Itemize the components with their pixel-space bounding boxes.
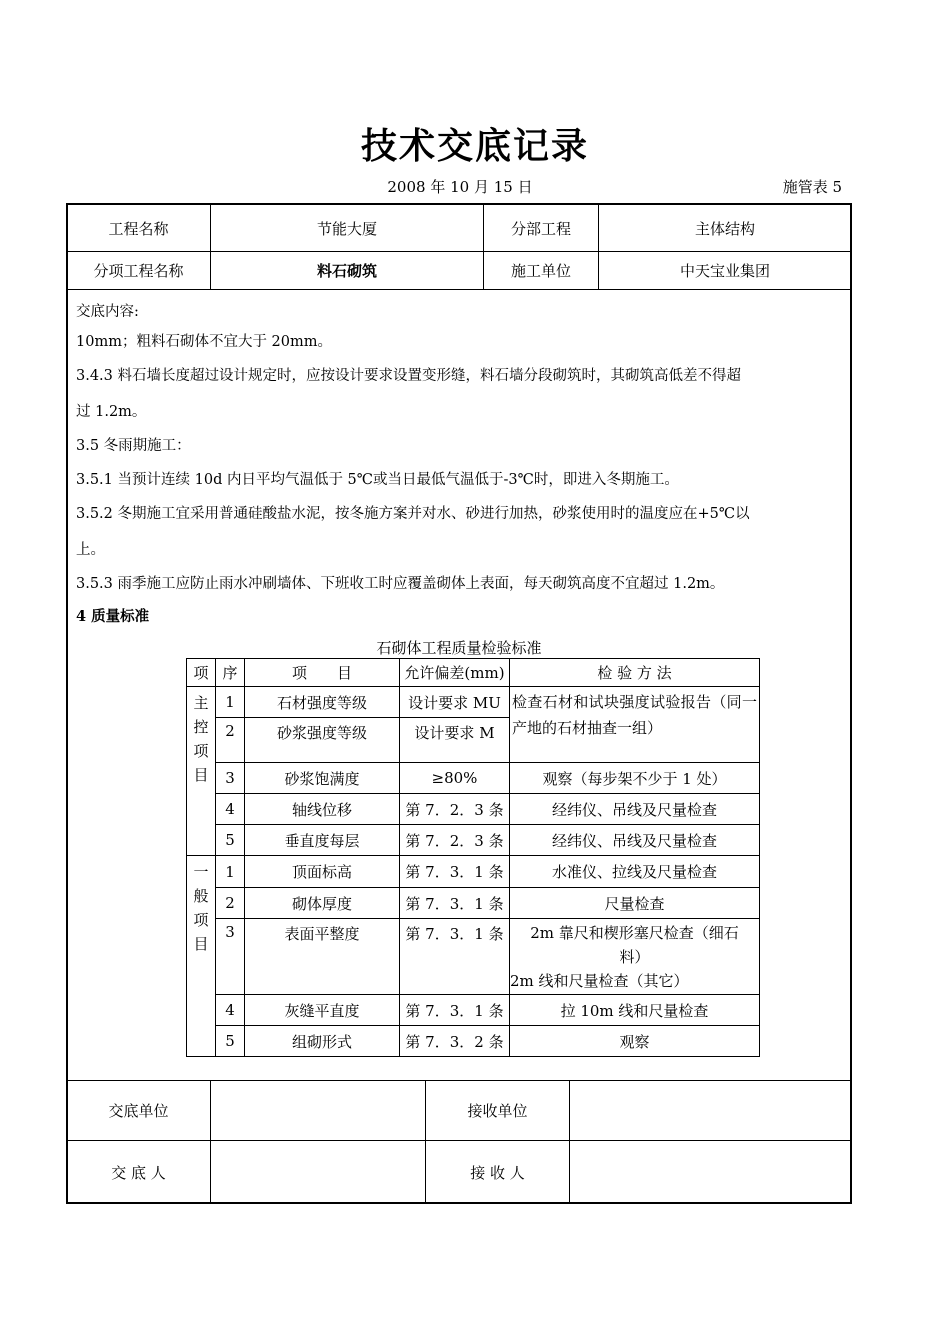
row-item: 砂浆强度等级 (245, 718, 400, 763)
row-seq: 3 (216, 763, 245, 794)
table-row (187, 995, 760, 1026)
receiver-unit-label: 接收单位 (467, 1102, 528, 1120)
row-method: 经纬仪、吊线及尺量检查 (510, 794, 760, 825)
record-date: 2008 年 10 月 15 日 (387, 178, 533, 196)
contractor-value: 中天宝业集团 (679, 262, 770, 280)
row-item: 石材强度等级 (245, 687, 400, 718)
row-deviation: 第 7．2．3 条 (400, 794, 510, 825)
row-method: 观察 (510, 1026, 760, 1057)
table-row (187, 794, 760, 825)
table-row (187, 888, 760, 919)
row-deviation: 设计要求 MU (400, 687, 510, 718)
content-line: 3.5.3 雨季施工应防止雨水冲刷墙体、下班收工时应覆盖砌体上表面，每天砌筑高度不宜超过 1.2m。 (76, 576, 725, 592)
row-seq: 1 (216, 856, 245, 888)
page-title: 技术交底记录 (360, 126, 589, 167)
table-row (187, 1026, 760, 1057)
header-category: 项 (187, 659, 216, 687)
row-item: 表面平整度 (245, 919, 400, 995)
row-seq: 5 (216, 1026, 245, 1057)
row-deviation: 设计要求 M (400, 718, 510, 763)
content-line: 3.4.3 料石墙长度超过设计规定时，应按设计要求设置变形缝，料石墙分段砌筑时，其砌筑高低差不得超 (76, 368, 741, 384)
header-item: 项 目 (245, 659, 400, 687)
row-deviation: 第 7．3．1 条 (400, 995, 510, 1026)
header-deviation: 允许偏差(mm) (400, 659, 510, 687)
project-name-label: 工程名称 (108, 219, 169, 238)
row-item: 砌体厚度 (245, 888, 400, 919)
row-seq: 3 (216, 919, 245, 995)
content-line: 3.5.2 冬期施工宜采用普通硅酸盐水泥，按冬施方案并对水、砂进行加热，砂浆使用时的温度应在+5℃以 (76, 506, 750, 522)
content-line: 过 1.2m。 (76, 404, 147, 420)
issuer-unit-label: 交底单位 (108, 1102, 169, 1120)
row-item: 顶面标高 (245, 856, 400, 888)
contractor-label: 施工单位 (510, 262, 571, 280)
row-seq: 5 (216, 825, 245, 856)
row-seq: 2 (216, 718, 245, 763)
row-method: 尺量检查 (510, 888, 760, 919)
content-line: 10mm；粗料石砌体不宜大于 20mm。 (76, 334, 333, 350)
row-method (510, 919, 760, 995)
row-method: 拉 10m 线和尺量检查 (510, 995, 760, 1026)
division-label: 分部工程 (510, 219, 571, 238)
section-heading: 4 质量标准 (76, 608, 150, 625)
subitem-value: 料石砌筑 (316, 262, 377, 280)
content-line: 上。 (76, 542, 105, 558)
project-name-value: 节能大厦 (316, 219, 377, 238)
receiver-unit-field[interactable] (570, 1081, 851, 1140)
row-seq: 1 (216, 687, 245, 718)
main-category-cell (187, 687, 216, 856)
row-deviation: 第 7．3．2 条 (400, 1026, 510, 1057)
row-method-line: 2m 线和尺量检查（其它） (510, 972, 689, 990)
general-category-label: 一般项目 (193, 863, 209, 953)
header-method: 检 验 方 法 (510, 659, 760, 687)
row-deviation: 第 7．3．1 条 (400, 856, 510, 888)
issuer-label: 交 底 人 (111, 1163, 166, 1182)
receiver-field[interactable] (570, 1141, 851, 1203)
table-header-row (187, 659, 760, 687)
subitem-label: 分项工程名称 (93, 262, 184, 280)
row-item: 轴线位移 (245, 794, 400, 825)
row-deviation: 第 7．2．3 条 (400, 825, 510, 856)
row-seq: 2 (216, 888, 245, 919)
content-line: 3.5 冬雨期施工： (76, 438, 191, 454)
row-method: 观察（每步架不少于 1 处） (510, 763, 760, 794)
row-method: 水准仪、拉线及尺量检查 (510, 856, 760, 888)
quality-table (186, 658, 760, 1057)
general-category-cell (187, 856, 216, 1057)
row-method: 经纬仪、吊线及尺量检查 (510, 825, 760, 856)
row-method-line: 2m 靠尺和楔形塞尺检查（细石料） (530, 924, 739, 966)
row-item: 垂直度每层 (245, 825, 400, 856)
table-row (187, 687, 760, 718)
row-method: 检查石材和试块强度试验报告（同一产地的石材抽查一组） (510, 687, 760, 763)
row-deviation: 第 7．3．1 条 (400, 888, 510, 919)
quality-table-title: 石砌体工程质量检验标准 (376, 639, 542, 657)
division-value: 主体结构 (694, 219, 755, 238)
table-row (187, 825, 760, 856)
header-seq: 序 (216, 659, 245, 687)
row-deviation: 第 7．3．1 条 (400, 919, 510, 995)
content-line: 3.5.1 当预计连续 10d 内日平均气温低于 5℃或当日最低气温低于-3℃时，即进入冬期施工。 (76, 472, 679, 488)
row-item: 灰缝平直度 (245, 995, 400, 1026)
form-number: 施管表 5 (782, 178, 842, 196)
receiver-label: 接 收 人 (470, 1163, 525, 1182)
row-item: 组砌形式 (245, 1026, 400, 1057)
table-row (187, 856, 760, 888)
table-row (187, 763, 760, 794)
row-item: 砂浆饱满度 (245, 763, 400, 794)
row-seq: 4 (216, 794, 245, 825)
issuer-unit-field[interactable] (211, 1081, 425, 1140)
row-deviation: ≥80% (400, 763, 510, 794)
table-row (187, 919, 760, 995)
main-category-label: 主控项目 (193, 694, 209, 784)
issuer-field[interactable] (211, 1141, 425, 1203)
content-heading: 交底内容: (76, 304, 139, 320)
row-seq: 4 (216, 995, 245, 1026)
